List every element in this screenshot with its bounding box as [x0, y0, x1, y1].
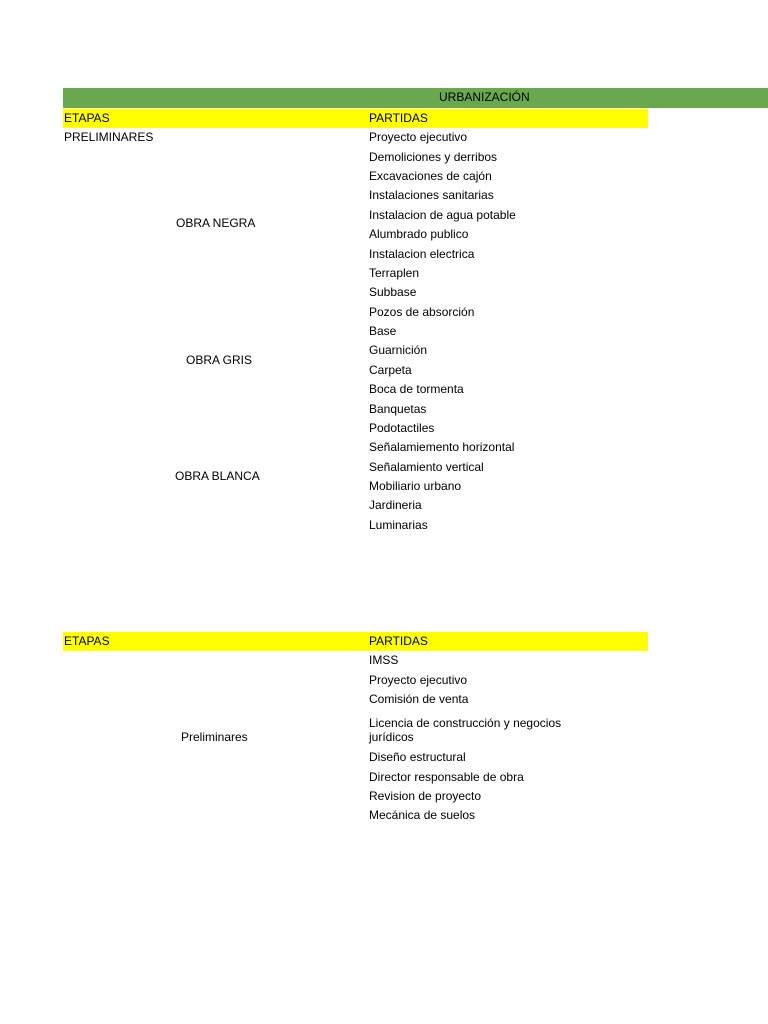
table1-item: Luminarias	[369, 518, 428, 532]
table2-item: Revision de proyecto	[369, 789, 482, 803]
table1-item: Banquetas	[369, 402, 427, 416]
table2-item: jurídicos	[369, 730, 414, 744]
table1-header-etapas: ETAPAS	[64, 111, 110, 125]
table2-header-partidas: PARTIDAS	[369, 634, 428, 648]
table1-item: Alumbrado publico	[369, 227, 469, 241]
table1-item: Mobiliario urbano	[369, 479, 462, 493]
table2-item: Mecánica de suelos	[369, 808, 476, 822]
table1-item: Demoliciones y derribos	[369, 150, 498, 164]
table1-item: Señalamiento vertical	[369, 460, 484, 474]
table2-item: Licencia de construcción y negocios	[369, 716, 562, 730]
table1-item: Señalamiemento horizontal	[369, 440, 515, 454]
table2-item: IMSS	[369, 653, 399, 667]
table1-item: Guarnición	[369, 343, 428, 357]
table1-item: Podotactiles	[369, 421, 435, 435]
stage-preliminares: PRELIMINARES	[64, 130, 154, 144]
table1-item: Instalaciones sanitarias	[369, 188, 494, 202]
stage-obra-negra: OBRA NEGRA	[176, 216, 256, 230]
table2-item: Comisión de venta	[369, 692, 469, 706]
table2-item: Diseño estructural	[369, 750, 466, 764]
page-title: URBANIZACIÓN	[439, 90, 530, 104]
table1-header-row	[63, 109, 648, 128]
table1-item: Base	[369, 324, 397, 338]
table1-item: Proyecto ejecutivo	[369, 130, 468, 144]
table1-item: Carpeta	[369, 363, 412, 377]
table1-item: Excavaciones de cajón	[369, 169, 492, 183]
title-band	[63, 88, 768, 108]
table2-item: Proyecto ejecutivo	[369, 673, 468, 687]
table1-header-partidas: PARTIDAS	[369, 111, 428, 125]
table1-item: Instalacion de agua potable	[369, 208, 516, 222]
stage-obra-gris: OBRA GRIS	[186, 353, 253, 367]
table1-item: Jardineria	[369, 498, 422, 512]
table1-item: Terraplen	[369, 266, 420, 280]
stage-preliminares-2: Preliminares	[181, 730, 248, 744]
table1-item: Pozos de absorción	[369, 305, 475, 319]
table1-item: Subbase	[369, 285, 417, 299]
table2-item: Director responsable de obra	[369, 770, 524, 784]
table2-header-row	[63, 632, 648, 651]
table1-item: Boca de tormenta	[369, 382, 464, 396]
stage-obra-blanca: OBRA BLANCA	[175, 469, 260, 483]
table2-header-etapas: ETAPAS	[64, 634, 110, 648]
table1-item: Instalacion electrica	[369, 247, 475, 261]
